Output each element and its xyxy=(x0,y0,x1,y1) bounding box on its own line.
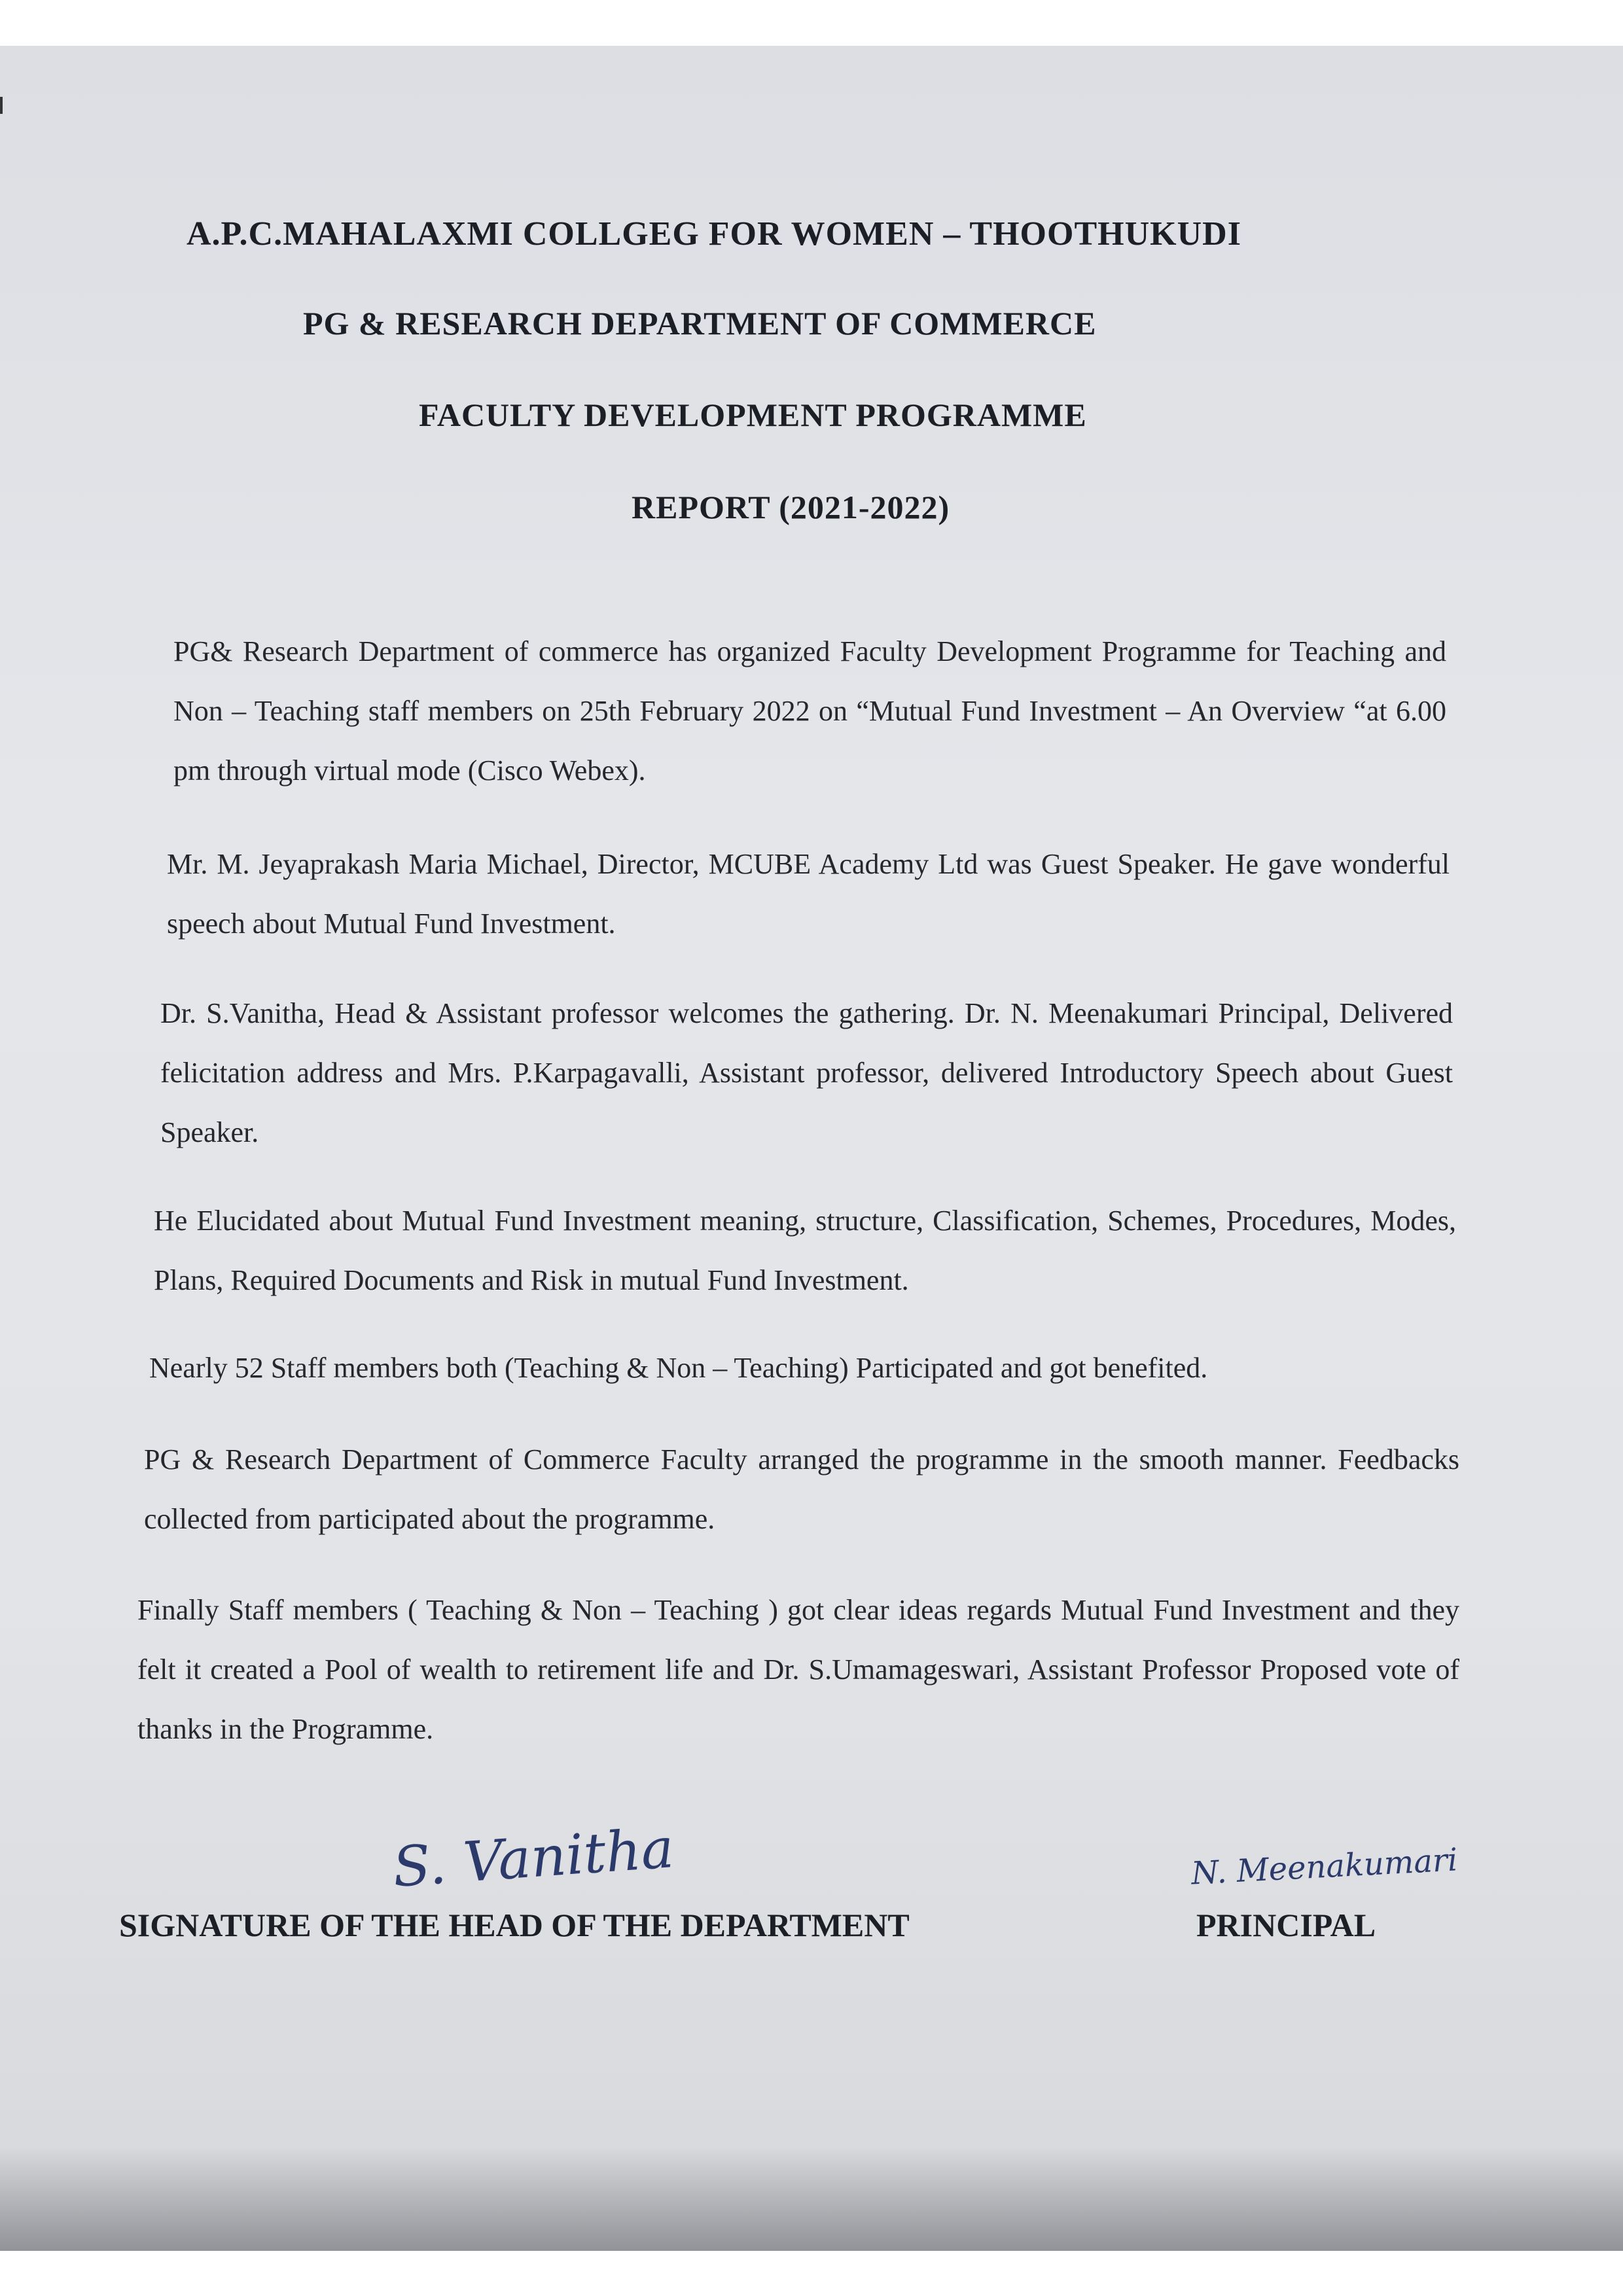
principal-signature-label: PRINCIPAL xyxy=(1196,1907,1376,1943)
paragraph-conclusion: Finally Staff members ( Teaching & Non – Teaching ) got clear ideas regards Mutual Fund Investment and they felt it created a Pool of wealth to retirement life and Dr. S.Umamageswari, Assistant Professor Proposed vote of thanks in the Programme. xyxy=(137,1594,1459,1745)
edge-mark xyxy=(0,97,3,114)
department-title: PG & RESEARCH DEPARTMENT OF COMMERCE xyxy=(303,305,1097,342)
paragraph-topics: He Elucidated about Mutual Fund Investment meaning, structure, Classification, Schemes, Procedures, Modes, Plans, Required Documents and Risk in mutual Fund Investment. xyxy=(154,1205,1456,1296)
hod-signature: S. Vanitha xyxy=(391,1816,676,1899)
college-title: A.P.C.MAHALAXMI COLLGEG FOR WOMEN – THOOTHUKUDI xyxy=(187,215,1241,253)
paragraph-arrangement: PG & Research Department of Commerce Faculty arranged the programme in the smooth manner. Feedbacks collected from participated about the programme. xyxy=(144,1443,1459,1535)
hod-signature-label: SIGNATURE OF THE HEAD OF THE DEPARTMENT xyxy=(119,1907,910,1943)
paragraph-participants: Nearly 52 Staff members both (Teaching & Non – Teaching) Participated and got benefited. xyxy=(149,1352,1208,1384)
paragraph-intro: PG& Research Department of commerce has organized Faculty Development Programme for Teaching and Non – Teaching staff members on 25th February 2022 on “Mutual Fund Investment – An Overview “at 6.00 pm through virtual mode (Cisco Webex). xyxy=(173,635,1446,786)
paragraph-welcome: Dr. S.Vanitha, Head & Assistant professor welcomes the gathering. Dr. N. Meenakumari Principal, Delivered felicitation address and Mrs. P.Karpagavalli, Assistant professor, delivered Introductory Speech about Guest Speaker. xyxy=(160,997,1453,1148)
programme-title: FACULTY DEVELOPMENT PROGRAMME xyxy=(419,397,1087,433)
document-page xyxy=(0,46,1623,2251)
report-title: REPORT (2021-2022) xyxy=(632,489,950,525)
principal-signature: N. Meenakumari xyxy=(1190,1841,1459,1892)
paragraph-guest-speaker: Mr. M. Jeyaprakash Maria Michael, Director, MCUBE Academy Ltd was Guest Speaker. He gave wonderful speech about Mutual Fund Investment. xyxy=(167,848,1450,940)
